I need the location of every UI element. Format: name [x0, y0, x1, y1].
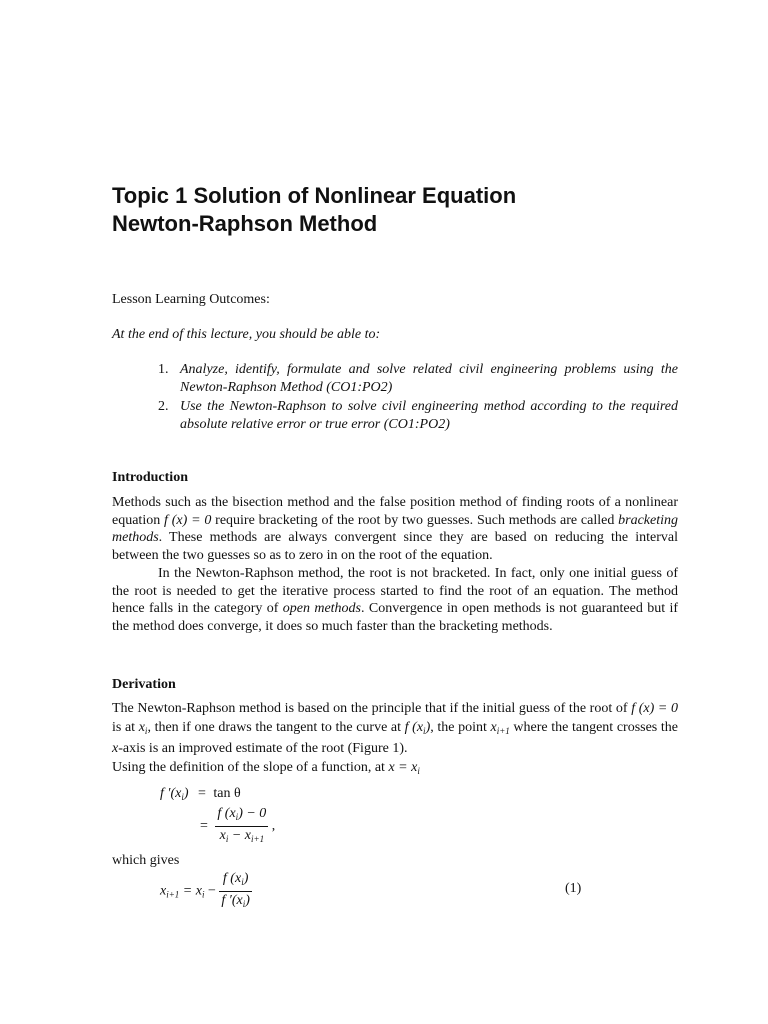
text-run: . These methods are always convergent since they are based on reducing the interval between the two guesses so as to zero in on the root of the equation. [112, 530, 678, 564]
inline-equation: x [112, 741, 119, 757]
subscript: i [144, 725, 148, 736]
numerator: f (x [217, 806, 236, 821]
text-run: -axis is an improved estimate of the root (Figure 1). [118, 741, 408, 757]
list-item [158, 398, 678, 434]
outcomes-label: Lesson Learning Outcomes: [112, 292, 270, 307]
equation-lhs: x [160, 883, 167, 899]
text-run: In the Newton-Raphson method, the root is not bracketed. In fact, only one initial guess of the root is needed to get the iterative process started to find the root of an equation. The method hence falls in the category of [112, 565, 678, 617]
subscript: i [225, 834, 229, 844]
section-heading-derivation: Derivation [112, 677, 176, 692]
outcomes-list [158, 361, 678, 435]
derivation-section [112, 700, 678, 780]
page-title: Topic 1 Solution of Nonlinear Equation [112, 183, 517, 208]
minus-sign: − [204, 883, 220, 899]
equation-label: (1) [565, 881, 582, 896]
equation-fraction: = $\frac{f (x_i) - 0}{x_i - x_{i+1}}$ , [200, 805, 275, 848]
equation-tan: tan θ [213, 786, 241, 801]
subscript: i [235, 812, 239, 822]
text-run: is at [112, 719, 139, 735]
text-run: Methods such as the bisection method and the false position method of finding roots of a nonlinear equation [112, 495, 678, 528]
subscript: i+1 [251, 834, 265, 844]
derivation-paragraph [112, 700, 678, 759]
fraction [215, 805, 268, 848]
equation-slope: f $'(x_i) = \tan \theta$ [160, 786, 241, 802]
subscript: i [242, 899, 246, 909]
subscript: i [181, 792, 184, 802]
outcomes-intro: At the end of this lecture, you should be able to: [112, 327, 381, 342]
equation-1 [160, 870, 252, 913]
emphasis: open methods [282, 601, 362, 617]
inline-equation: f (x) = 0 [631, 701, 678, 716]
intro-paragraph-1 [112, 494, 678, 565]
list-item [158, 361, 678, 397]
list-text: Use the Newton-Raphson to solve civil engineering method according to the required absolute relative error or true error (CO1:PO2) [180, 399, 678, 432]
list-text: Analyze, identify, formulate and solve related civil engineering problems using the Newton-Raphson Method (CO1:PO2) [180, 362, 678, 395]
intro-paragraph-2 [112, 565, 678, 636]
emphasis: bracketing methods [112, 512, 679, 546]
numerator-tail: ) − 0 [238, 806, 267, 821]
subscript: i+1 [166, 889, 180, 900]
text-run: The Newton-Raphson method is based on the principle that if the initial guess of the root of [112, 701, 632, 716]
list-number: 2. [158, 399, 169, 414]
list-number: 1. [158, 362, 169, 377]
section-heading-introduction: Introduction [112, 470, 188, 485]
page-subtitle: Newton-Raphson Method [112, 211, 378, 236]
text-run: , then if one draws the tangent to the curve at [147, 719, 405, 735]
denominator: x [219, 828, 226, 843]
text-run: Using the definition of the slope of a function, at [112, 759, 389, 775]
subscript: i [201, 889, 205, 900]
subscript: i [423, 725, 426, 736]
subscript: i+1 [496, 725, 510, 736]
inline-equation: f (x) = 0 [164, 512, 212, 528]
subscript: i [417, 765, 420, 776]
inline-equation: $x_{i+1}$ [490, 719, 510, 736]
fraction: $\frac{f (x_i)}{f '(x_i)}$ [221, 871, 250, 909]
equation-mid: = x [179, 883, 202, 899]
derivation-slope-line [112, 759, 678, 781]
intro-section [112, 494, 678, 636]
inline-equation: x = x [388, 759, 418, 775]
inline-equation: $x_i$ [138, 719, 148, 736]
text-run: where the tangent crosses the [509, 719, 678, 735]
numerator: f (x [222, 871, 242, 886]
text-run: , the point [430, 719, 491, 735]
which-gives-text: which gives [112, 853, 180, 868]
equation-lhs: f ′(x [160, 786, 182, 801]
denominator: f ′(x [221, 893, 243, 908]
denominator-tail: − x [228, 828, 252, 843]
text-run: require bracketing of the root by two guesses. Such methods are called [211, 512, 619, 528]
text-run: . Convergence in open methods is not guaranteed but if the method does converge, it does so much faster than the bracketing methods. [112, 601, 678, 634]
inline-equation: f $(x_i)$ [404, 719, 431, 736]
subscript: i [241, 877, 244, 887]
